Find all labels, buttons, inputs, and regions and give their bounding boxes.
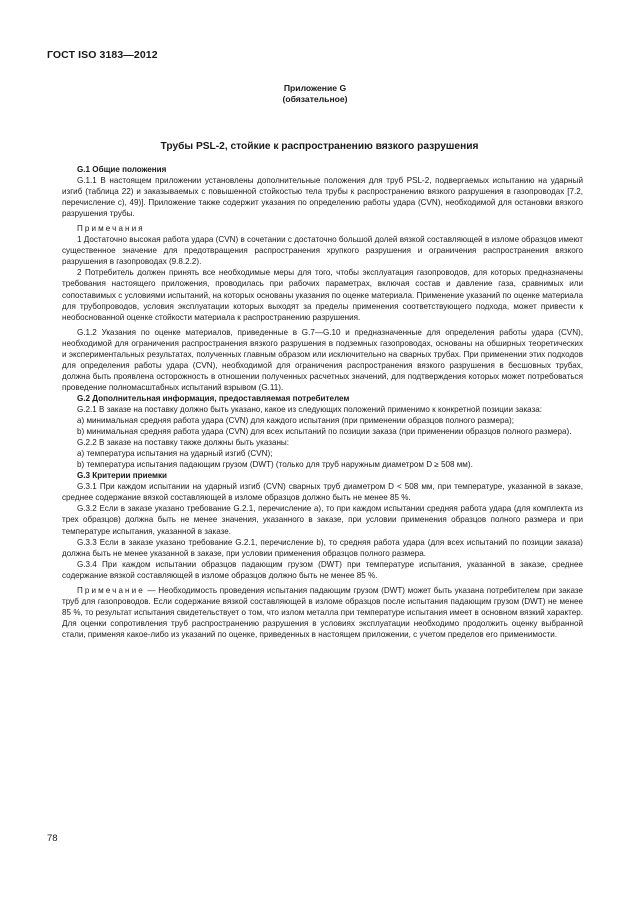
paragraph: G.2.1 В заказе на поставку должно быть указано, какое из следующих положений применимо к конкретной позиции заказа:	[77, 404, 543, 414]
paragraph: G.2.2 В заказе на поставку также должны быть указаны:	[77, 438, 289, 448]
note-label: Примечания	[77, 224, 145, 234]
paragraph: a) минимальная средняя работа удара (CVN) для каждого испытания (при применении образцов полного размера);	[77, 416, 514, 426]
paragraph: a) температура испытания на ударный изгиб (CVN);	[77, 449, 273, 459]
annex-title: Трубы PSL-2, стойкие к распространению вязкого разрушения	[160, 141, 479, 152]
page-number: 78	[47, 833, 58, 844]
paragraph: G.3.4 При каждом испытании образцов падающим грузом (DWT) при температуре испытания, указанной в заказе, среднее содержание вязкой составляющей в изломе образцов должно быть не менее 85 %.	[62, 559, 583, 580]
note-text: — Необходимость проведения испытания падающим грузом (DWT) может быть указана потребителем при заказе труб для газопроводов. Если содержание вязкой составляющей в изломе образцов после испытания падающим грузом (DWT) не менее 85 %, то результат испытания свидетельствует о том, что излом металла при температуре испытания имеет в основном вязкий характер. Для оценки сопротивления труб распространению разрушения в условиях эксплуатации необходимо продолжить оценку выбранной стали, применяя какое-либо из указаний по оценке, приведенных в настоящем приложении, с учетом пределов его применимости.	[62, 585, 583, 639]
document-body	[62, 164, 583, 640]
paragraph: G.3.1 При каждом испытании на ударный изгиб (CVN) сварных труб диаметром D < 508 мм, при температуре, указанной в заказе, среднее содержание вязкой составляющей в изломе образцов должно быть не менее 85 %.	[62, 482, 583, 503]
section-heading: G.1 Общие положения	[77, 165, 167, 174]
annex-heading	[0, 83, 630, 105]
note-paragraph	[62, 585, 583, 640]
notes-heading	[62, 223, 583, 234]
section-heading: G.3 Критерии приемки	[77, 471, 167, 481]
paragraph: G.3.3 Если в заказе указано требование G.2.1, перечисление b), то средняя работа удара (для всех испытаний по позиции заказа) должна быть не менее указанной в заказе, при условии применения образцов полного размера.	[62, 537, 583, 558]
paragraph: G.1.1 В настоящем приложении установлены дополнительные положения для труб PSL-2, подвергаемых испытанию на ударный изгиб (таблица 22) и заказываемых с повышенной стойкостью тела трубы к распространению вязкого разрушения в газопроводах [7.2, перечисление c), 49)]. Приложение также содержит указания по определению работы удара (CVN), необходимой для остановки вязкого разрушения трубы.	[62, 176, 583, 219]
paragraph: G.3.2 Если в заказе указано требование G.2.1, перечисление a), то при каждом испытании средняя работа удара (для комплекта из трех образцов) должна быть не менее значения, указанного в заказе, при условии применения образцов полного размера и при температуре испытания, указанной в заказе.	[62, 504, 583, 536]
paragraph: 2 Потребитель должен принять все необходимые меры для того, чтобы эксплуатация газопроводов, для которых предназначены требования настоящего приложения, проводилась при рабочих параметрах, включая состав и давление газа, сравнимых или сопоставимых с условиями испытаний, на которых основаны указания по оценке материала. Применение указаний по оценке материала для трубопроводов, условия эксплуатации которых выходят за пределы применения соответствующего подхода, может привести к необоснованной оценке стойкости материала к распространению разрушения.	[62, 268, 583, 322]
paragraph: b) минимальная средняя работа удара (CVN) для всех испытаний по позиции заказа (при применении образцов полного размера).	[77, 427, 572, 437]
note-label: Примечание	[77, 585, 145, 595]
annex-name: Приложение G	[283, 83, 347, 93]
paragraph: G.1.2 Указания по оценке материалов, приведенные в G.7—G.10 и предназначенные для определения работы удара (CVN), необходимой для ограничения распространения вязкого разрушения в подземных газопроводах, основаны на обширных теоретических и экспериментальных результатах, полученных главным образом или исключительно на сварных трубах. При применении этих подходов для определения работы удара (CVN), необходимой для ограничения распространения вязкого разрушения в бесшовных трубах, должна быть проявлена осторожность в отношении полученных расчетных значений, для подтверждения которых может потребоваться проведение полномасштабных испытаний взрывом (G.11).	[62, 327, 583, 392]
paragraph: 1 Достаточно высокая работа удара (CVN) в сочетании с достаточно большой долей вязкой составляющей в изломе образцов имеют существенное значение для предотвращения распространения хрупкого разрушения и ограничения распространения вязкого разрушения в газопроводах (9.8.2.2).	[62, 235, 583, 267]
paragraph: b) температура испытания падающим грузом (DWT) (только для труб наружным диаметром D ≥ 508 мм).	[77, 460, 473, 470]
standard-header: ГОСТ ISO 3183—2012	[47, 49, 158, 61]
section-heading: G.2 Дополнительная информация, предоставляемая потребителем	[77, 393, 350, 403]
annex-status: (обязательное)	[282, 94, 348, 104]
